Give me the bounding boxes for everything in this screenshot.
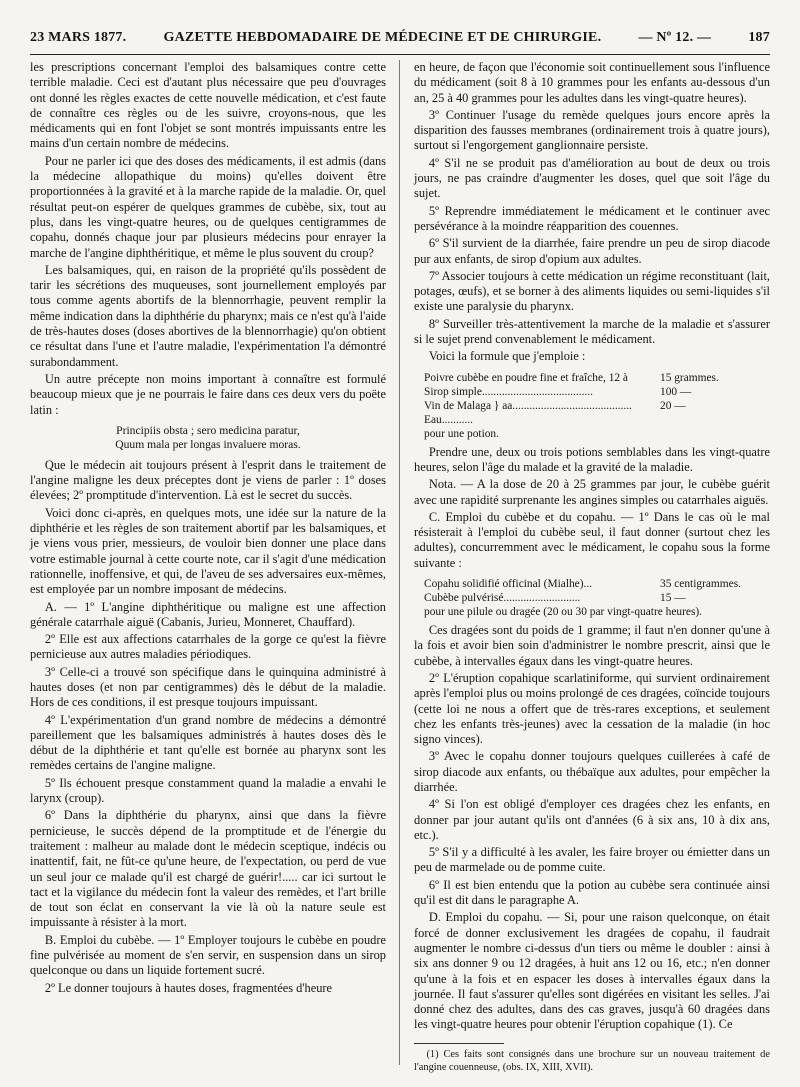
paragraph: Prendre une, deux ou trois potions semblables dans les vingt-quatre heures, selon l'âge du malade et la gravité de la maladie. [414, 444, 770, 474]
amount: 20 — [660, 399, 686, 412]
cubebe-formula [424, 371, 770, 441]
amount: 15 — [660, 592, 686, 605]
paragraph: 6º Dans la diphthérie du pharynx, ainsi que dans la fièvre pernicieuse, le succès dépend de la promptitude et de l'énergie du traitement : malheur au malade dont le médecin sceptique, indécis ou inattentif, fait, ne fût-ce qu'une heure, de l'expectation, ou perd de vue un seul jour ce malade qu'il est chargé de guérir!..... car ici surtout le tact et la vigilance du médecin font la valeur des remèdes, et l'art brille de tout son éclat en conservant la vie là où la nature seule est impuissante à résister à la mort. [30, 808, 386, 930]
formula-line [424, 413, 770, 427]
amount: 15 grammes. [660, 371, 719, 384]
paragraph: en heure, de façon que l'économie soit continuellement sous l'influence du médicament (soit 8 à 10 grammes pour les enfants au-dessous d'un an, 25 à 40 grammes pour les adultes dans les vingt-quatre heures). [414, 60, 770, 105]
ingredient: Copahu solidifié officinal (Mialhe)... [424, 578, 593, 591]
amount: 35 centigrammes. [660, 578, 741, 591]
paragraph: 5º Ils échouent presque constamment quand la maladie a envahi le larynx (croup). [30, 775, 386, 806]
footnote-rule [414, 1043, 504, 1044]
formula-note: pour une potion. [424, 427, 499, 440]
paragraph: 5º Reprendre immédiatement le médicament et le continuer avec persévérance à la moindre réapparition des couennes. [414, 203, 770, 233]
ingredient: Eau........... [424, 413, 474, 426]
footnote: (1) Ces faits sont consignés dans une brochure sur un nouveau traitement de l'angine couenneuse, (obs. IX, XIII, XVII). [414, 1048, 770, 1073]
paragraph: Ces dragées sont du poids de 1 gramme; il faut n'en donner qu'une à la fois et avoir bien soin d'administrer le nombre prescrit, ainsi que le cubèbe, à intervalles égaux dans les vingt-quatre heures. [414, 623, 770, 668]
ingredient: Vin de Malaga } aa.......................................... [424, 399, 632, 412]
amount: 100 — [660, 385, 692, 398]
header-issue: — Nº 12. — [638, 30, 712, 45]
ingredient: Cubèbe pulvérisé........................... [424, 592, 581, 605]
paragraph: 5º S'il y a difficulté à les avaler, les faire broyer ou émietter dans un peu de marmelade ou de pomme cuite. [414, 845, 770, 875]
formula-line [424, 371, 770, 385]
paragraph: 2º L'éruption copahique scarlatiniforme, qui survient ordinairement après l'emploi plus ou moins prolongé de ces dragées, coïncide toujours (cette loi ne nous a offert que de très-rares exceptions, et seulement chez les enfants très-jeunes) avec la cessation de la maladie (in hoc signo vinces). [414, 670, 770, 747]
paragraph: 8º Surveiller très-attentivement la marche de la maladie et s'assurer si le sujet prend convenablement le médicament. [414, 316, 770, 347]
paragraph: Les balsamiques, qui, en raison de la propriété qu'ils possèdent de tarir les sécrétions des muqueuses, sont journellement employés par tous comme agents abortifs de la blennorrhagie, peuvent remplir la même indication dans la diphthérie du pharynx; mais ce n'est qu'à l'aide de très-hautes doses (doses abortives de la blennorrhagie) qu'on obtient ce résultat dans l'une et l'autre maladie, l'expérimentation l'a démontré surabondamment. [30, 262, 386, 369]
paragraph: Nota. — A la dose de 20 à 25 grammes par jour, le cubèbe guérit avec une rapidité surprenante les angines simples ou catarrhales aiguës. [414, 477, 770, 507]
ingredient: Poivre cubèbe en poudre fine et fraîche, 12 à [424, 371, 628, 384]
paragraph: les prescriptions concernant l'emploi des balsamiques contre cette terrible maladie. Ceci est d'autant plus nécessaire que peu d'ouvrages ont donné les règles exactes de cette nouvelle médication, et c'est faute de connaître ces règles ou de les suivre, croyons-nous, que les médicaments qui en font l'objet se sont montrés impuissants entre les mains d'un certain nombre de médecins. [30, 60, 386, 151]
paragraph: 6º Il est bien entendu que la potion au cubèbe sera continuée ainsi qu'il est dit dans le paragraphe A. [414, 877, 770, 908]
right-column [414, 60, 770, 1073]
header-date: 23 MARS 1877. [30, 30, 127, 45]
paragraph: 3º Celle-ci a trouvé son spécifique dans le quinquina administré à hautes doses (et non par centigrammes) dès le début de la maladie. Hors de ces conditions, il est presque toujours impuissant. [30, 664, 386, 710]
latin-quote [30, 424, 386, 452]
page-header [30, 30, 770, 50]
formula-line [424, 399, 770, 413]
left-column [30, 60, 386, 1065]
paragraph: A. — 1º L'angine diphthéritique ou maligne est une affection générale catarrhale aiguë (Cabanis, Jurieu, Monneret, Chauffard). [30, 599, 386, 629]
paragraph: 3º Avec le copahu donner toujours quelques cuillerées à café de sirop diacode aux enfants, ou thébaïque aux adultes, pour empêcher la diarrhée. [414, 749, 770, 794]
paragraph: Pour ne parler ici que des doses des médicaments, il est admis (dans la médecine allopathique du moins) qu'elles doivent être proportionnées à la gravité et à la marche rapide de la maladie. Or, quel résultat peut-on espérer de quelques grammes de cubèbe, six, tout au plus, dans les vingt-quatre heures, ou de quelques centigrammes de copahu, donnés chaque jour par plusieurs médecins pour enrayer la marche de l'angine diphthéritique, et même le plus souvent du croup? [30, 153, 386, 260]
formula-line [424, 577, 770, 591]
paragraph: Un autre précepte non moins important à connaître est formulé beaucoup mieux que je ne pourrais le faire dans ces deux vers du poëte latin : [30, 371, 386, 417]
ingredient-name: Vin de Malaga [424, 399, 492, 412]
formula-line [424, 591, 770, 605]
paragraph: Voici la formule que j'emploie : [428, 349, 586, 364]
ingredient: Sirop simple....................................... [424, 385, 593, 398]
paragraph: 2º Elle est aux affections catarrhales de la gorge ce qu'est la fièvre pernicieuse aux autres maladies périodiques. [30, 632, 386, 662]
paragraph: 6º S'il survient de la diarrhée, faire prendre un peu de sirop diacode pur aux enfants, de sirop d'opium aux adultes. [414, 236, 770, 266]
paragraph: 4º Si l'on est obligé d'employer ces dragées chez les enfants, en donner par jour autant qu'ils ont d'années (6 à six ans, 10 à dix ans, etc.). [414, 797, 770, 842]
copahu-formula [424, 577, 770, 619]
formula-line [424, 385, 770, 399]
column-divider [399, 60, 400, 1065]
ingredient-aa: aa.......................................... [502, 399, 632, 412]
paragraph: Que le médecin ait toujours présent à l'esprit dans le traitement de l'angine maligne les deux préceptes dont je viens de parler : 1º doses élevées; 2º promptitude d'intervention. Là est le secret du succès. [30, 457, 386, 503]
paragraph: 4º S'il ne se produit pas d'amélioration au bout de deux ou trois jours, ne pas craindre d'augmenter les doses, quel que soit l'âge du sujet. [414, 155, 770, 201]
header-page-number: 187 [748, 30, 770, 45]
paragraph: Voici donc ci-après, en quelques mots, une idée sur la nature de la diphthérie et les règles de son traitement abortif par les balsamiques, et je viens vous prier, messieurs, de vouloir bien donner une place dans votre estimable journal à cette courte note, car il s'agit d'une médication rationnelle, inoffensive, et qui, de l'aveu de ses adversaires eux-mêmes, est employée par un nombre imposant de médecins. [30, 505, 386, 597]
quote-line: Quum mala per longas invaluere moras. [115, 437, 301, 451]
quote-line: Principiis obsta ; sero medicina paratur, [116, 423, 300, 437]
paragraph: 3º Continuer l'usage du remède quelques jours encore après la disparition des fausses membranes (ordinairement trois à quatre jours), surtout si l'engorgement ganglionnaire persiste. [414, 107, 770, 153]
paragraph: C. Emploi du cubèbe et du copahu. — 1º Dans le cas où le mal résisterait à l'emploi du cubèbe seul, il faut donner (surtout chez les adultes), concurremment avec le médicament, le copahu sous la forme suivante : [414, 509, 770, 570]
formula-note: pour une pilule ou dragée (20 ou 30 par vingt-quatre heures). [424, 606, 703, 619]
paragraph: D. Emploi du copahu. — Si, pour une raison quelconque, on était forcé de donner exclusivement les dragées de copahu, il faudrait augmenter le nombre ci-dessus d'un tiers ou même le doubler : ainsi à six ans donner 9 ou 12 dragées, à huit ans 12 ou 16, etc.; n'en donner qu'une à la fois et en espacer les doses à intervalles égaux dans la journée. Il faut s'assurer qu'elles sont digérées en visitant les selles. J'ai donné chez des adultes, dans des cas graves, jusqu'à 60 dragées dans les vingt-quatre heures pour obtenir l'éruption copahique (1). Ce [414, 910, 770, 1032]
header-title: GAZETTE HEBDOMADAIRE DE MÉDECINE ET DE CHIRURGIE. [163, 30, 602, 45]
amount-blank [660, 413, 770, 427]
paragraph: 2º Le donner toujours à hautes doses, fragmentées d'heure [44, 980, 333, 995]
paragraph: 7º Associer toujours à cette médication un régime reconstituant (lait, potages, œufs), et se borner à des aliments liquides ou semi-liquides s'il existe une paralysie du pharynx. [414, 268, 770, 314]
header-rule [30, 54, 770, 55]
paragraph: B. Emploi du cubèbe. — 1º Employer toujours le cubèbe en poudre fine pulvérisée au moment de s'en servir, en suspension dans un sirop quelconque ou dans un liquide fortement sucré. [30, 932, 386, 978]
paragraph: 4º L'expérimentation d'un grand nombre de médecins a démontré pareillement que les balsamiques administrés à hautes doses dès le début de la diphthérie et tant qu'elle est bornée au pharynx sont les remèdes certains de l'angine maligne. [30, 712, 386, 773]
